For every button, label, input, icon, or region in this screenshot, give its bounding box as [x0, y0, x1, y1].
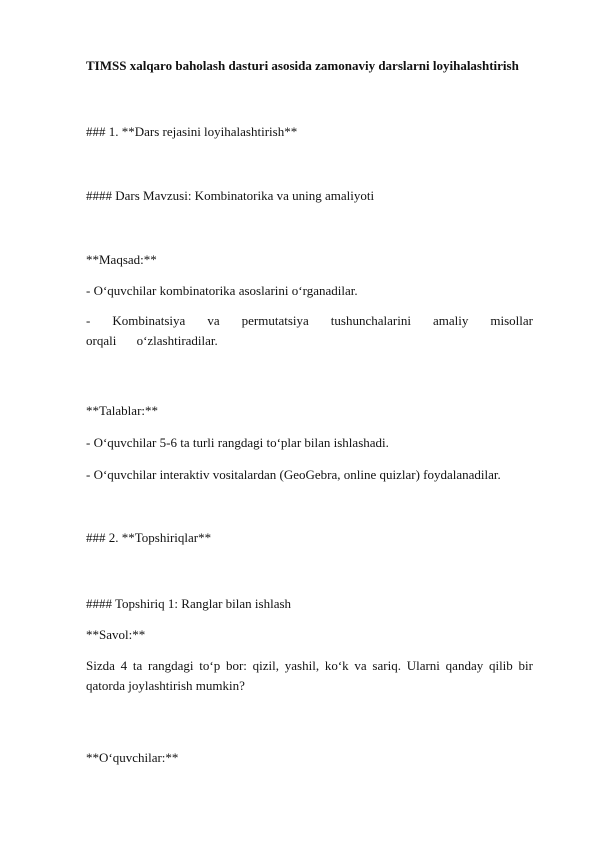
requirements-label: **Talablar:**	[86, 403, 159, 418]
students-label: **O‘quvchilar:**	[86, 750, 179, 765]
task-1-heading: #### Topshiriq 1: Ranglar bilan ishlash	[86, 596, 292, 611]
goal-item: - Kombinatsiya va permutatsiya tushunchalarini amaliy misollar orqali o‘zlashtiradilar.	[86, 313, 533, 348]
question-text: Sizda 4 ta rangdagi to‘p bor: qizil, yashil, ko‘k va sariq. Ularni qanday qilib bir qatorda joylashtirish mumkin?	[86, 658, 533, 693]
section-1-heading: ### 1. **Dars rejasini loyihalashtirish**	[86, 124, 298, 139]
requirement-item: - O‘quvchilar 5-6 ta turli rangdagi to‘plar bilan ishlashadi.	[86, 435, 389, 450]
question-label: **Savol:**	[86, 627, 146, 642]
document-title: TIMSS xalqaro baholash dasturi asosida zamonaviy darslarni loyihalashtirish	[86, 58, 519, 73]
requirement-item: - O‘quvchilar interaktiv vositalardan (GeoGebra, online quizlar) foydalanadilar.	[86, 467, 501, 482]
goal-item: - O‘quvchilar kombinatorika asoslarini o‘rganadilar.	[86, 283, 358, 298]
goal-label: **Maqsad:**	[86, 252, 157, 267]
topic-heading: #### Dars Mavzusi: Kombinatorika va uning amaliyoti	[86, 188, 375, 203]
section-2-heading: ### 2. **Topshiriqlar**	[86, 530, 212, 545]
